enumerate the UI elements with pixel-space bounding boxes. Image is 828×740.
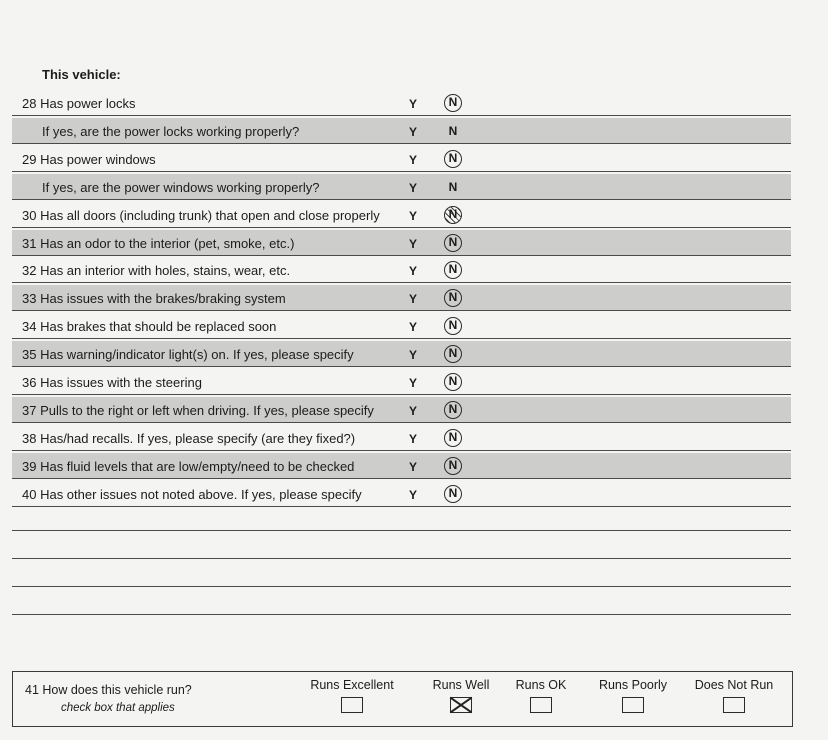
run-question: 41 How does this vehicle run?: [25, 683, 192, 697]
blank-line: [12, 614, 791, 615]
yes-option[interactable]: Y: [409, 487, 418, 502]
question-text: 40 Has other issues not noted above. If yes, please specify: [22, 486, 362, 502]
question-row: [12, 453, 791, 479]
no-option[interactable]: N: [444, 485, 462, 503]
question-row: [12, 146, 791, 172]
question-text: 29 Has power windows: [22, 151, 156, 167]
no-option[interactable]: N: [444, 94, 462, 112]
question-text: If yes, are the power locks working properly?: [42, 123, 300, 139]
question-row: [12, 425, 791, 451]
question-row: [12, 90, 791, 116]
option-runs-well[interactable]: [425, 678, 497, 713]
checkbox[interactable]: [530, 697, 552, 713]
question-row: [12, 118, 791, 144]
no-option[interactable]: N: [444, 150, 462, 168]
yes-option[interactable]: Y: [409, 152, 418, 167]
question-row: [12, 369, 791, 395]
question-row: [12, 174, 791, 200]
checkbox[interactable]: [450, 697, 472, 713]
yes-option[interactable]: Y: [409, 403, 418, 418]
question-text: 32 Has an interior with holes, stains, wear, etc.: [22, 263, 291, 279]
run-condition-section: [12, 671, 793, 727]
question-text: 28 Has power locks: [22, 96, 136, 111]
question-row: [12, 285, 791, 311]
question-row: [12, 481, 791, 507]
blank-line: [12, 530, 791, 531]
no-option[interactable]: N: [448, 179, 458, 194]
yes-option[interactable]: Y: [409, 208, 418, 223]
option-label: Runs Excellent: [310, 678, 394, 692]
no-option[interactable]: N: [444, 373, 462, 391]
no-option[interactable]: N: [444, 345, 462, 363]
yes-option[interactable]: Y: [409, 431, 418, 446]
no-option[interactable]: N: [444, 401, 462, 419]
yes-option[interactable]: Y: [409, 97, 418, 111]
yes-option[interactable]: Y: [409, 180, 418, 195]
blank-line: [12, 586, 791, 587]
blank-line: [12, 558, 791, 559]
no-option[interactable]: N: [444, 457, 462, 475]
question-text: 37 Pulls to the right or left when driving. If yes, please specify: [22, 402, 374, 418]
question-text: 31 Has an odor to the interior (pet, smoke, etc.): [22, 235, 295, 251]
question-row: [12, 202, 791, 228]
yes-option[interactable]: Y: [409, 376, 418, 390]
option-does-not-run[interactable]: [688, 678, 780, 713]
question-row: [12, 257, 791, 283]
section-title: This vehicle:: [42, 67, 121, 82]
no-option[interactable]: N: [444, 289, 462, 307]
option-runs-poorly[interactable]: [593, 678, 673, 713]
question-row: [12, 397, 791, 423]
no-option[interactable]: N: [444, 317, 462, 335]
option-label: Runs Well: [432, 678, 490, 692]
no-option[interactable]: N: [444, 234, 462, 252]
yes-option[interactable]: Y: [409, 320, 418, 335]
question-text: If yes, are the power windows working properly?: [42, 179, 320, 195]
question-text: 33 Has issues with the brakes/braking system: [22, 291, 286, 307]
yes-option[interactable]: Y: [409, 124, 418, 139]
question-text: 35 Has warning/indicator light(s) on. If yes, please specify: [22, 347, 354, 363]
option-runs-ok[interactable]: [510, 678, 572, 713]
yes-option[interactable]: Y: [409, 264, 418, 279]
option-runs-excellent[interactable]: [307, 678, 397, 713]
question-text: 36 Has issues with the steering: [22, 375, 202, 390]
yes-option[interactable]: Y: [409, 459, 418, 474]
yes-option[interactable]: Y: [409, 348, 418, 363]
no-option[interactable]: N: [444, 206, 462, 224]
question-row: [12, 313, 791, 339]
run-question-note: check box that applies: [61, 702, 175, 714]
checkbox[interactable]: [723, 697, 745, 713]
question-text: 39 Has fluid levels that are low/empty/need to be checked: [22, 458, 355, 474]
yes-option[interactable]: Y: [409, 292, 418, 307]
checkbox[interactable]: [341, 697, 363, 713]
question-row: [12, 230, 791, 256]
question-text: 30 Has all doors (including trunk) that open and close properly: [22, 207, 380, 223]
no-option[interactable]: N: [448, 123, 458, 138]
checkbox[interactable]: [622, 697, 644, 713]
no-option[interactable]: N: [444, 261, 462, 279]
option-label: Does Not Run: [694, 678, 774, 692]
question-row: [12, 341, 791, 367]
question-text: 34 Has brakes that should be replaced soon: [22, 319, 277, 335]
yes-option[interactable]: Y: [409, 236, 418, 251]
no-option[interactable]: N: [444, 429, 462, 447]
option-label: Runs OK: [515, 678, 567, 692]
option-label: Runs Poorly: [598, 678, 668, 692]
question-text: 38 Has/had recalls. If yes, please specify (are they fixed?): [22, 430, 356, 446]
